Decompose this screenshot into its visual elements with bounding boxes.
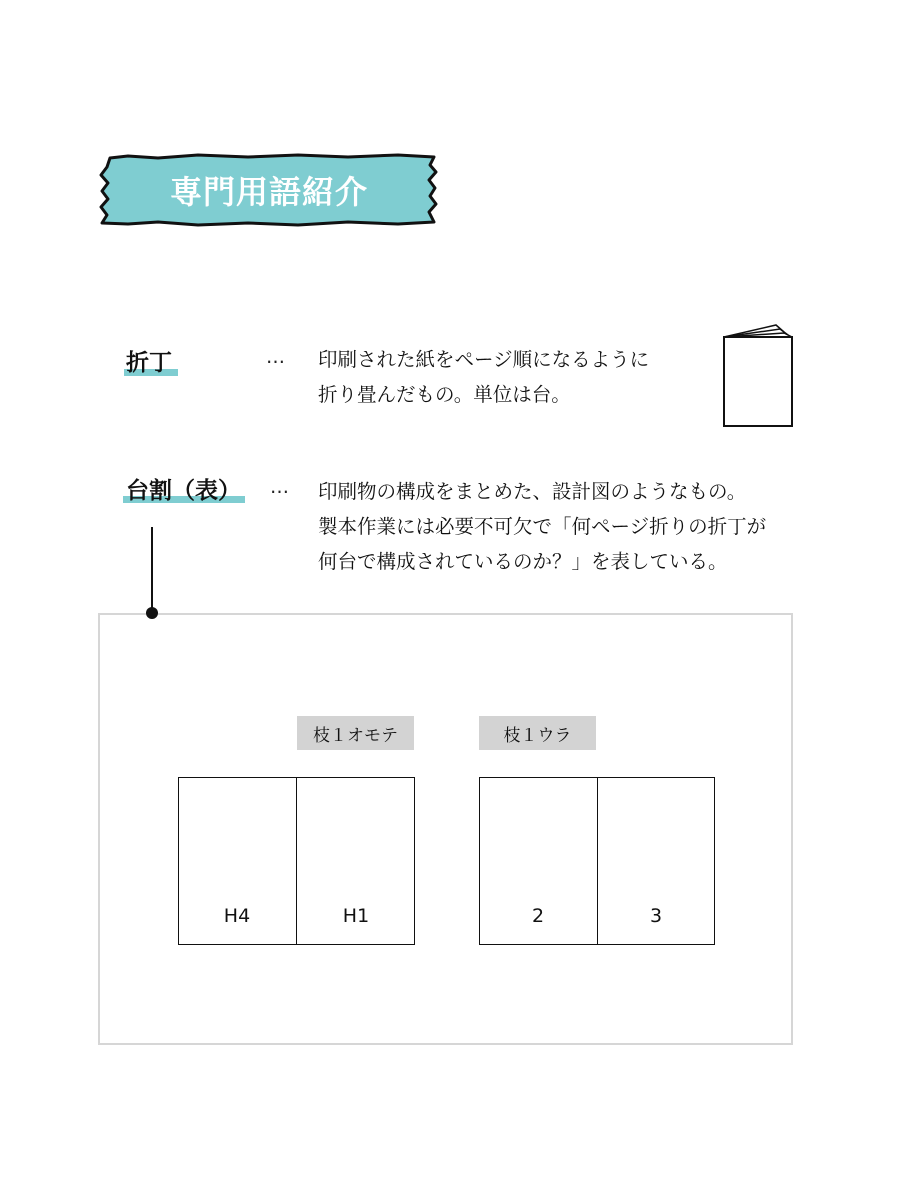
side-label-front: 枝１オモテ [297,716,414,750]
page-number: H1 [342,905,370,927]
term-description [318,474,766,579]
booklet-icon [718,320,798,432]
title-banner [98,152,440,228]
connector-dot [146,607,158,619]
description-line: 印刷物の構成をまとめた、設計図のようなもの。 [318,480,747,503]
page-number: H4 [223,905,251,927]
description-line: 折り畳んだもの。単位は台。 [318,383,571,406]
ellipsis: … [270,476,290,498]
side-label-back: 枝１ウラ [479,716,596,750]
description-line: 製本作業には必要不可欠で「何ページ折りの折丁が [318,515,767,538]
ellipsis: … [266,346,286,368]
term-oricho: 折丁 [126,350,172,376]
term-description [318,342,649,412]
page-number: 2 [531,905,545,927]
connector-line [151,527,153,613]
term-daiwari: 台割（表） [126,478,241,504]
page-title: 専門用語紹介 [169,173,368,211]
page-number: 3 [649,905,663,927]
description-line: 何台で構成されているのか？」を表している。 [318,550,728,573]
description-line: 印刷された紙をページ順になるように [318,348,650,371]
